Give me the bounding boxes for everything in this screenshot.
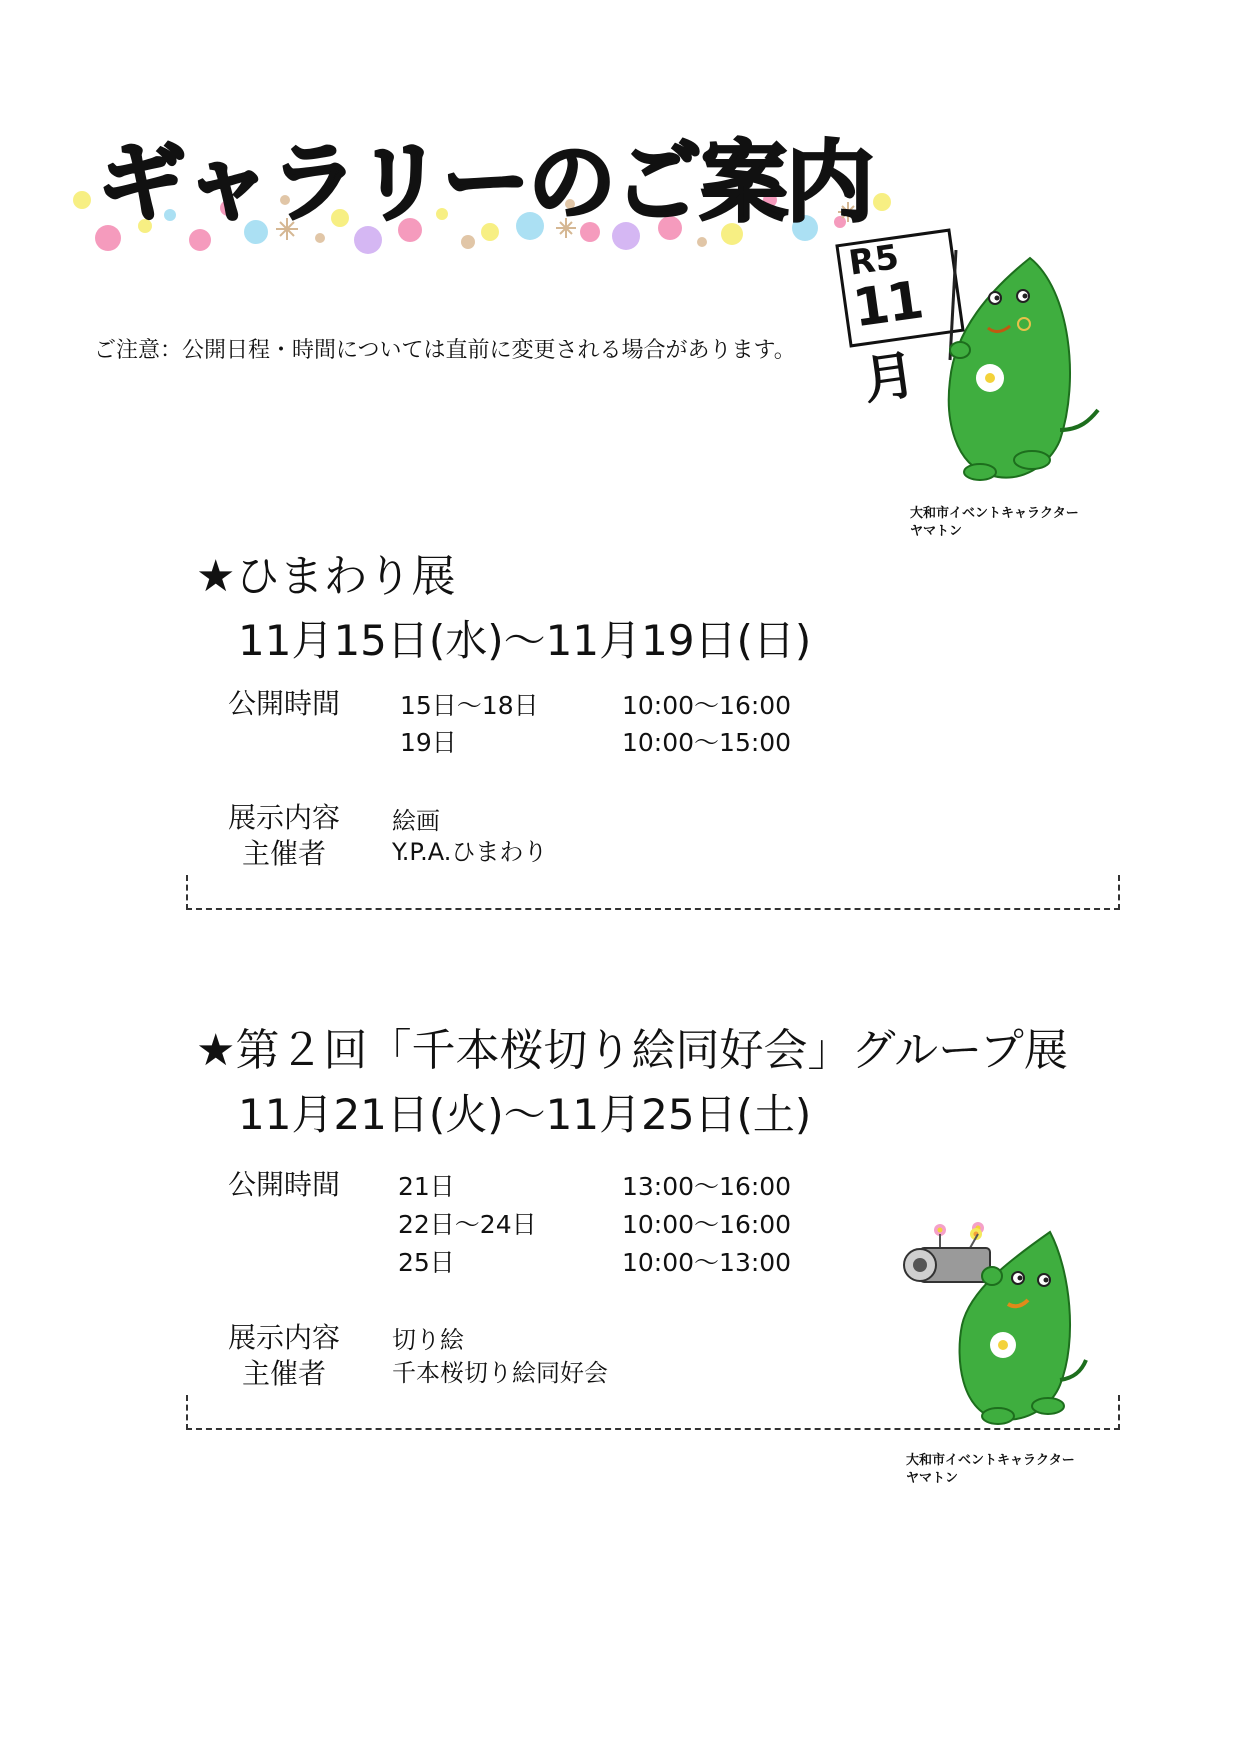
organizer-value: 千本桜切り絵同好会 — [392, 1359, 608, 1387]
notice-text: ご注意：公開日程・時間については直前に変更される場合があります。 — [94, 338, 796, 363]
mascot-caption — [910, 505, 1079, 541]
schedule-time: 10:00～13:00 — [622, 1248, 792, 1277]
schedule-days: 21日 — [398, 1172, 455, 1201]
organizer-label: 主催者 — [242, 837, 327, 870]
schedule-days: 15日～18日 — [400, 691, 539, 720]
event-title: ★第２回「千本桜切り絵同好会」グループ展 — [196, 1025, 1068, 1076]
event-dates: 11月15日(水)～11月19日(日) — [238, 616, 812, 665]
mascot-illustration — [920, 250, 1100, 490]
content-value: 切り絵 — [392, 1326, 464, 1354]
schedule-days: 22日～24日 — [398, 1210, 537, 1239]
schedule-time: 13:00～16:00 — [622, 1172, 792, 1201]
content-label: 展示内容 — [228, 801, 341, 834]
schedule-days: 19日 — [400, 728, 457, 757]
dashed-frame-right — [1118, 1395, 1120, 1430]
schedule-time: 10:00～15:00 — [622, 728, 792, 757]
event-dates: 11月21日(火)～11月25日(土) — [238, 1090, 812, 1139]
mascot-caption-line1: 大和市イベントキャラクター — [906, 1453, 1075, 1468]
mascot-caption-line2: ヤマトン — [906, 1471, 959, 1486]
sign-year: R5 — [846, 237, 902, 284]
mascot-camera-illustration — [900, 1220, 1090, 1430]
hours-label: 公開時間 — [228, 687, 341, 720]
mascot-caption-line1: 大和市イベントキャラクター — [910, 506, 1079, 521]
dashed-divider — [186, 908, 1120, 910]
content-value: 絵画 — [392, 807, 440, 835]
hours-label: 公開時間 — [228, 1168, 341, 1201]
schedule-time: 10:00～16:00 — [622, 1210, 792, 1239]
mascot-caption-line2: ヤマトン — [910, 524, 963, 539]
mascot-caption — [906, 1452, 1075, 1488]
dashed-frame-right — [1118, 875, 1120, 910]
organizer-value: Y.P.A.ひまわり — [392, 838, 548, 866]
dashed-frame-left — [186, 875, 188, 910]
event-title: ★ひまわり展 — [196, 551, 456, 602]
page-title: ギャラリーのご案内 — [98, 131, 873, 234]
schedule-time: 10:00～16:00 — [622, 691, 792, 720]
content-label: 展示内容 — [228, 1321, 341, 1354]
organizer-label: 主催者 — [242, 1357, 327, 1390]
sign-month: 11月 — [849, 270, 926, 412]
title-banner — [70, 130, 920, 270]
schedule-days: 25日 — [398, 1248, 455, 1277]
dashed-frame-left — [186, 1395, 188, 1430]
